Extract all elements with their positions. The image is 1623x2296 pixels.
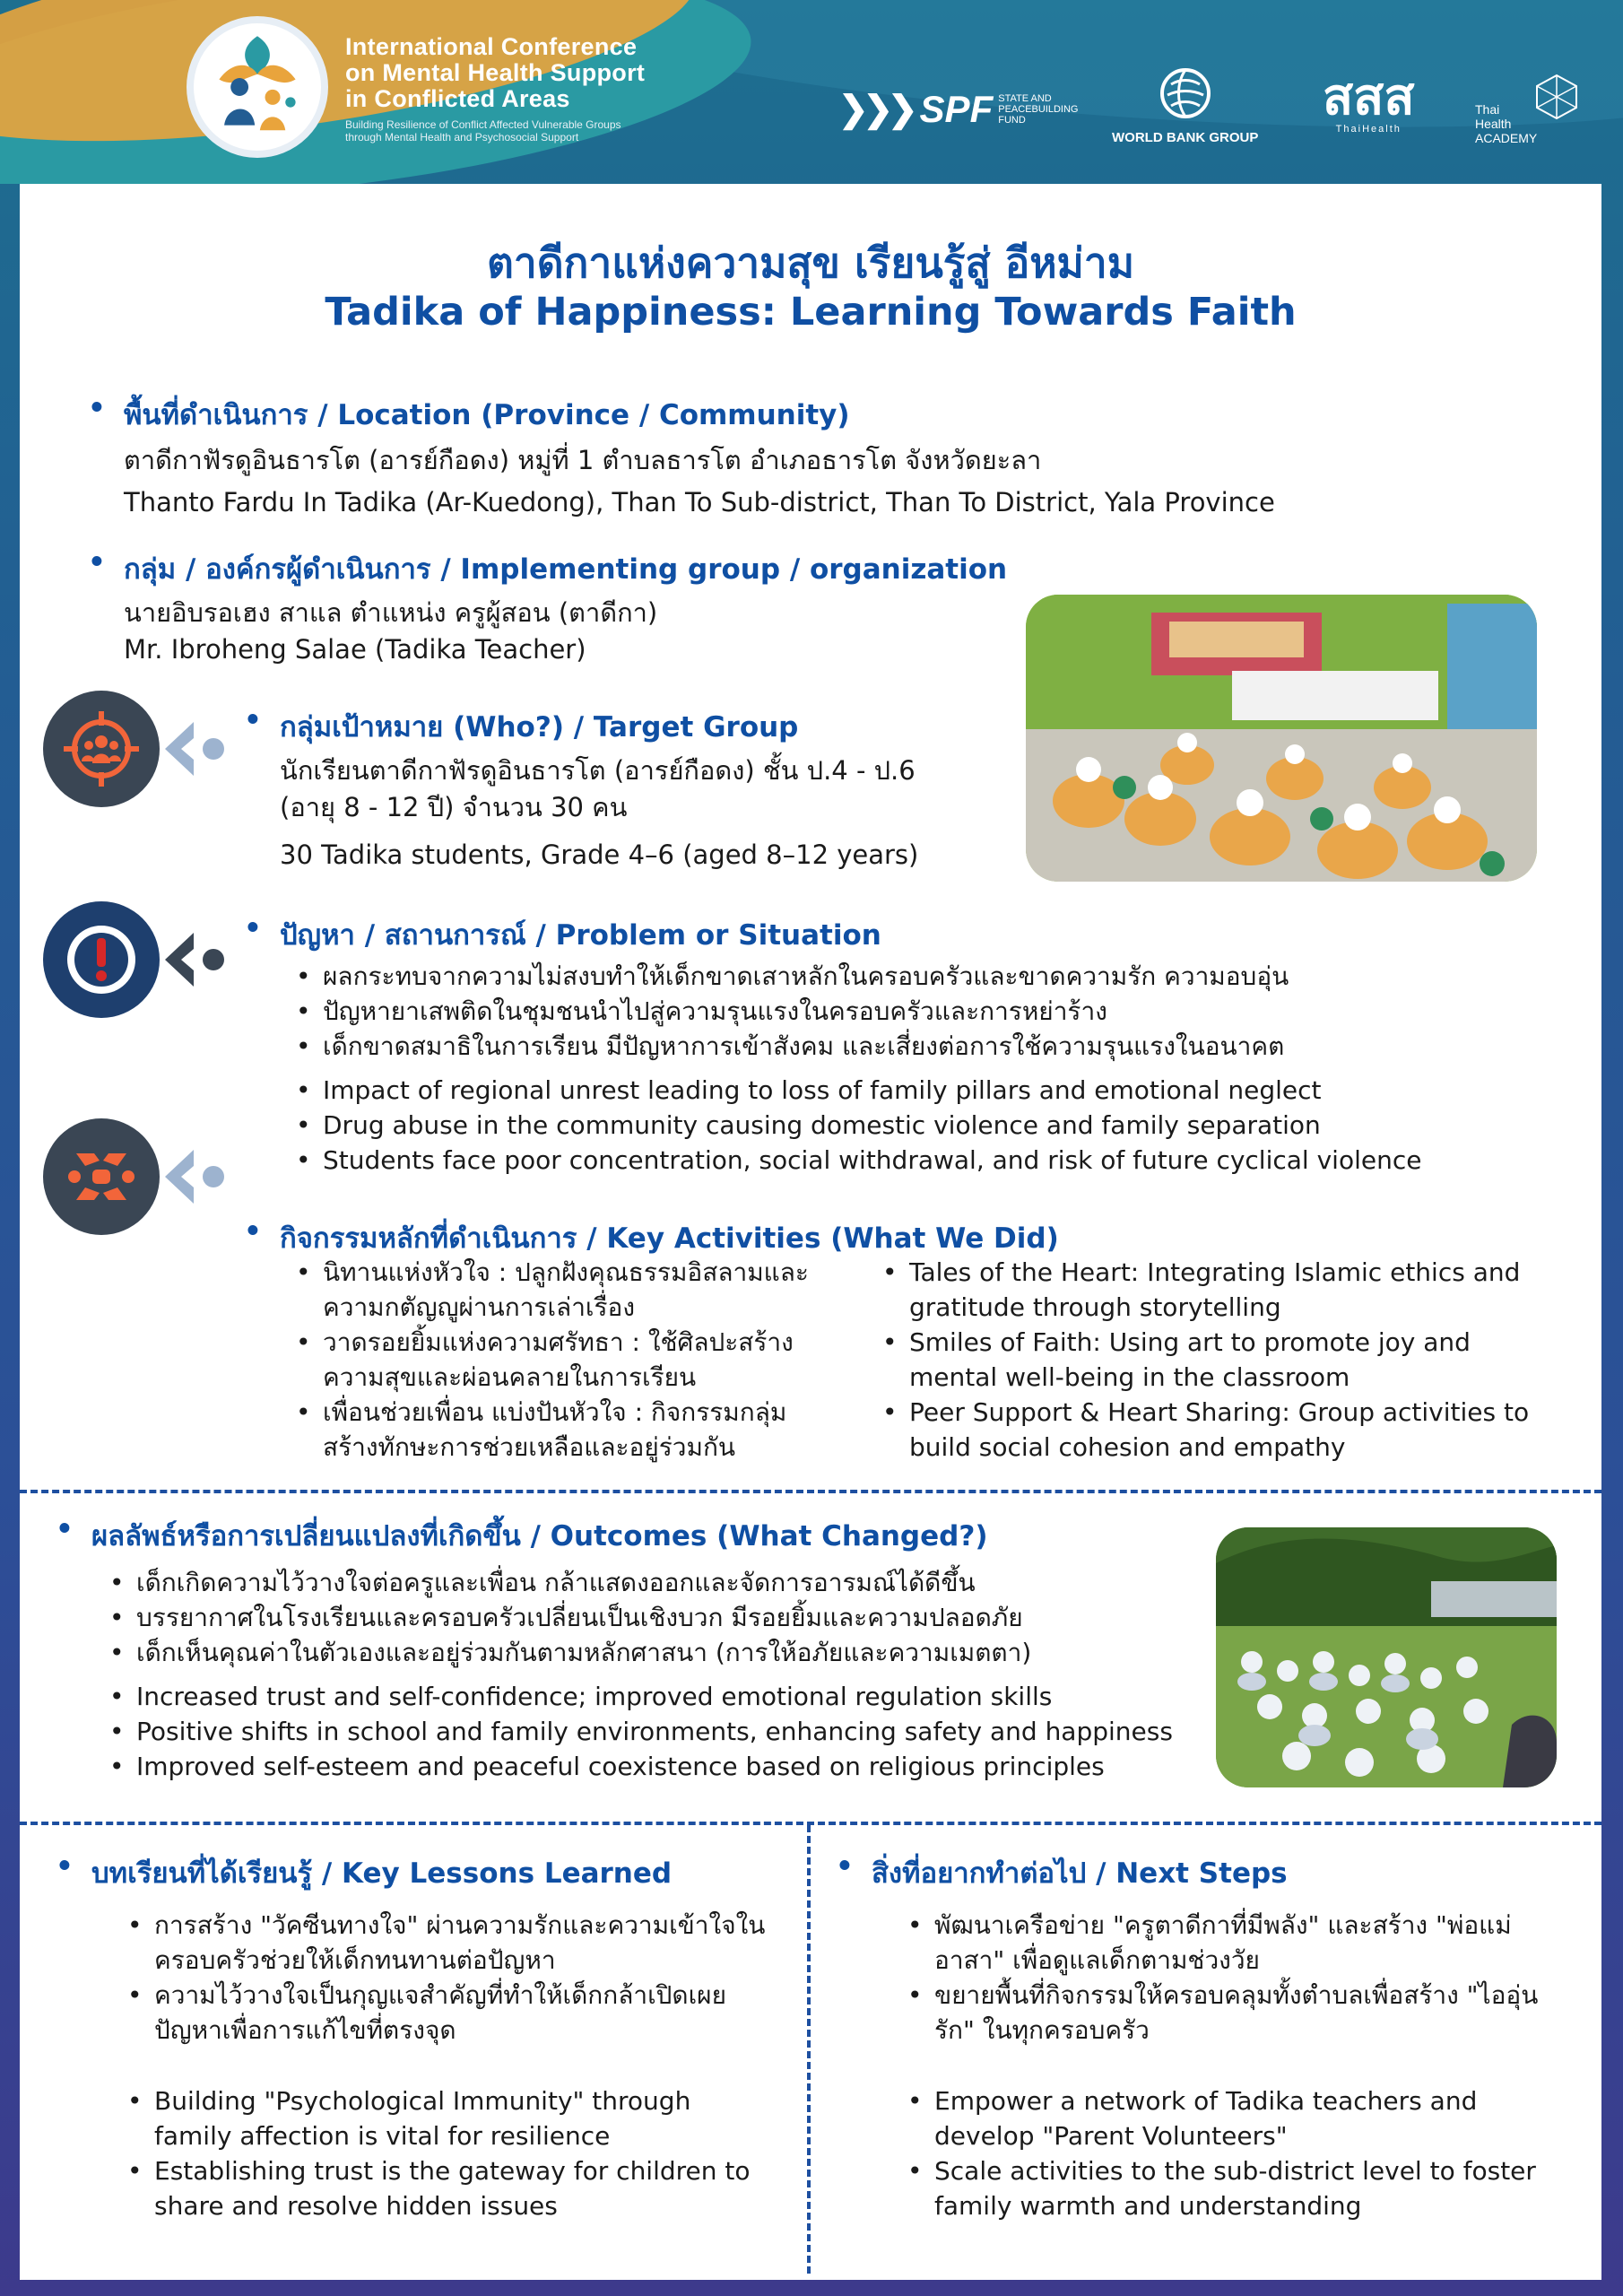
problem-heading: • ปัญหา / สถานการณ์ / Problem or Situation bbox=[280, 912, 1553, 957]
list-item bbox=[127, 2083, 800, 2153]
spf-chevron-icon: ❯❯❯ bbox=[838, 90, 913, 129]
network-icon bbox=[1532, 72, 1582, 122]
handshake-icon-group bbox=[43, 1118, 231, 1235]
list-item: • เด็กขาดสมาธิในการเรียน มีปัญหาการเข้าสังคม และเสี่ยงต่อการใช้ความรุนแรงในอนาคต bbox=[296, 1029, 1553, 1064]
list-item bbox=[127, 1978, 800, 2048]
list-item bbox=[907, 1908, 1580, 1978]
activities-heading: • กิจกรรมหลักที่ดำเนินการ / Key Activities (What We Did) bbox=[280, 1215, 1553, 1260]
list-item-line: develop "Parent Volunteers" bbox=[934, 2121, 1288, 2151]
conference-subtitle bbox=[345, 117, 645, 144]
outcomes-section bbox=[91, 1513, 1212, 1784]
list-item-line: • Tales of the Heart: Integrating Islamic ethics and bbox=[909, 1257, 1521, 1287]
problem-thai-list bbox=[296, 959, 1553, 1064]
list-item-line: family affection is vital for resilience bbox=[154, 2121, 611, 2151]
next-steps-heading: • สิ่งที่อยากทำต่อไป / Next Steps bbox=[872, 1850, 1571, 1895]
list-item-line: • Building "Psychological Immunity" through bbox=[154, 2086, 691, 2116]
next-steps-thai-list bbox=[907, 1908, 1580, 2048]
conference-logo bbox=[187, 16, 328, 158]
spf-line: STATE AND bbox=[998, 93, 1052, 104]
outcomes-english-list bbox=[109, 1679, 1212, 1784]
list-item-line: • Empower a network of Tadika teachers and bbox=[934, 2086, 1478, 2116]
conference-subtitle-line: Building Resilience of Conflict Affected Vulnerable Groups bbox=[345, 118, 621, 131]
location-heading: • พื้นที่ดำเนินการ / Location (Province / Community) bbox=[124, 392, 1576, 437]
list-item bbox=[296, 1325, 834, 1395]
academy-line: Thai bbox=[1475, 102, 1500, 117]
academy-line: Health bbox=[1475, 117, 1512, 131]
location-english: Thanto Fardu In Tadika (Ar-Kuedong), Than To Sub-district, Than To District, Yala Province bbox=[124, 487, 1275, 517]
conference-title-line: on Mental Health Support bbox=[345, 59, 646, 86]
title-english: Tadika of Happiness: Learning Towards Faith bbox=[325, 290, 1297, 335]
implementer-heading: • กลุ่ม / องค์กรผู้ดำเนินการ / Implementing group / organization bbox=[124, 546, 1020, 591]
chevron-left-icon bbox=[160, 924, 231, 996]
list-item-line: ครอบครัวช่วยให้เด็กทนทานต่อปัญหา bbox=[154, 1945, 556, 1975]
list-item-line: • Peer Support & Heart Sharing: Group activities to bbox=[909, 1397, 1530, 1427]
lessons-english-list bbox=[127, 2083, 800, 2223]
spf-full-name bbox=[998, 93, 1078, 126]
globe-icon bbox=[1159, 66, 1212, 120]
target-icon-group bbox=[43, 691, 231, 807]
lessons-heading: • บทเรียนที่ได้เรียนรู้ / Key Lessons Learned bbox=[91, 1850, 782, 1895]
list-item: • Impact of regional unrest leading to loss of family pillars and emotional neglect bbox=[296, 1073, 1553, 1108]
list-item bbox=[127, 2153, 800, 2223]
conference-header bbox=[0, 0, 1623, 184]
world-bank-logo bbox=[1112, 66, 1258, 145]
list-item: • Increased trust and self-confidence; improved emotional regulation skills bbox=[109, 1679, 1212, 1714]
location-thai: ตาดีกาฟัรดูอินธารโต (อารย์กือดง) หมู่ที่ 1 ตำบลธารโต อำเภอธารโต จังหวัดยะลา bbox=[124, 445, 1042, 475]
academy-name bbox=[1475, 102, 1537, 145]
thaihealth-logo bbox=[1323, 70, 1415, 135]
conference-title-line: International Conference bbox=[345, 33, 638, 60]
conference-subtitle-line: through Mental Health and Psychosocial Support bbox=[345, 131, 579, 144]
section-divider bbox=[20, 1490, 1601, 1493]
activities-english-list bbox=[882, 1255, 1564, 1465]
list-item-line: ความกตัญญูผ่านการเล่าเรื่อง bbox=[323, 1292, 636, 1322]
activities-thai-list bbox=[296, 1255, 834, 1465]
next-steps-section bbox=[872, 1850, 1571, 1895]
list-item: • Students face poor concentration, social withdrawal, and risk of future cyclical violence bbox=[296, 1143, 1553, 1178]
list-item-line: • ความไว้วางใจเป็นกุญแจสำคัญที่ทำให้เด็กกล้าเปิดเผย bbox=[154, 1980, 726, 2010]
thaihealth-name: ThaiHealth bbox=[1335, 124, 1402, 135]
list-item: • เด็กเกิดความไว้วางใจต่อครูและเพื่อน กล้าแสดงออกและจัดการอารมณ์ได้ดีขึ้น bbox=[109, 1565, 1212, 1600]
list-item-line: • การสร้าง "วัคซีนทางใจ" ผ่านความรักและความเข้าใจใน bbox=[154, 1910, 766, 1940]
list-item-line: สร้างทักษะการช่วยเหลือและอยู่ร่วมกัน bbox=[323, 1432, 736, 1462]
outcomes-heading: • ผลลัพธ์หรือการเปลี่ยนแปลงที่เกิดขึ้น / Outcomes (What Changed?) bbox=[91, 1513, 1212, 1558]
section-divider bbox=[20, 1822, 1601, 1825]
target-english: 30 Tadika students, Grade 4–6 (aged 8–12 years) bbox=[280, 839, 919, 870]
list-item-line: • พัฒนาเครือข่าย "ครูตาดีกาที่มีพลัง" และสร้าง "พ่อแม่ bbox=[934, 1910, 1512, 1940]
list-item-line: mental well-being in the classroom bbox=[909, 1362, 1350, 1392]
list-item bbox=[882, 1325, 1564, 1395]
lessons-thai-list bbox=[127, 1908, 800, 2048]
list-item-line: • วาดรอยยิ้มแห่งความศรัทธา : ใช้ศิลปะสร้าง bbox=[323, 1327, 794, 1357]
activities-section bbox=[280, 1215, 1553, 1260]
chevron-left-icon bbox=[160, 713, 231, 785]
list-item: • Drug abuse in the community causing domestic violence and family separation bbox=[296, 1108, 1553, 1143]
list-item: • บรรยากาศในโรงเรียนและครอบครัวเปลี่ยนเป็นเชิงบวก มีรอยยิ้มและความปลอดภัย bbox=[109, 1600, 1212, 1635]
thaihealth-mark: สสส bbox=[1323, 68, 1415, 125]
list-item-line: share and resolve hidden issues bbox=[154, 2191, 558, 2221]
alert-icon bbox=[43, 901, 160, 1018]
lessons-section bbox=[91, 1850, 782, 1895]
list-item-line: • Smiles of Faith: Using art to promote joy and bbox=[909, 1327, 1471, 1357]
list-item bbox=[907, 1978, 1580, 2048]
list-item-line: family warmth and understanding bbox=[934, 2191, 1362, 2221]
chevron-left-icon bbox=[160, 1141, 231, 1213]
location-section bbox=[124, 392, 1576, 521]
next-steps-english-list bbox=[907, 2083, 1580, 2223]
target-thai-line: นักเรียนตาดีกาฟัรดูอินธารโต (อารย์กือดง) ชั้น ป.4 - ป.6 bbox=[280, 755, 916, 786]
list-item-line: gratitude through storytelling bbox=[909, 1292, 1281, 1322]
thai-health-academy-logo bbox=[1475, 72, 1582, 145]
list-item bbox=[907, 2153, 1580, 2223]
spf-line: FUND bbox=[998, 115, 1026, 126]
conference-title bbox=[345, 34, 645, 144]
implementer-thai: นายอิบรอเฮง สาแล ตำแหน่ง ครูผู้สอน (ตาดีกา) bbox=[124, 597, 658, 628]
handshake-icon bbox=[43, 1118, 160, 1235]
list-item: • ผลกระทบจากความไม่สงบทำให้เด็กขาดเสาหลักในครอบครัวและขาดความรัก ความอบอุ่น bbox=[296, 959, 1553, 994]
list-item-line: • Establishing trust is the gateway for children to bbox=[154, 2156, 751, 2186]
list-item-line: อาสา" เพื่อดูแลเด็กตามช่วงวัย bbox=[934, 1945, 1260, 1975]
outdoor-activity-photo bbox=[1216, 1527, 1557, 1787]
list-item-line: • เพื่อนช่วยเพื่อน แบ่งปันหัวใจ : กิจกรรมกลุ่ม bbox=[323, 1397, 787, 1427]
world-bank-name: WORLD BANK GROUP bbox=[1112, 130, 1259, 145]
content-panel bbox=[20, 184, 1601, 2280]
problem-section bbox=[280, 912, 1553, 1178]
target-group-icon bbox=[43, 691, 160, 807]
list-item-line: • ขยายพื้นที่กิจกรรมให้ครอบคลุมทั้งตำบลเพื่อสร้าง "ไออุ่น bbox=[934, 1980, 1539, 2010]
list-item: • ปัญหายาเสพติดในชุมชนนำไปสู่ความรุนแรงในครอบครัวและการหย่าร้าง bbox=[296, 994, 1553, 1029]
academy-line: ACADEMY bbox=[1475, 131, 1538, 145]
list-item-line: ความสุขและผ่อนคลายในการเรียน bbox=[323, 1362, 697, 1392]
alert-icon-group bbox=[43, 901, 231, 1018]
list-item-line: รัก" ในทุกครอบครัว bbox=[934, 2015, 1150, 2045]
list-item-line: build social cohesion and empathy bbox=[909, 1432, 1346, 1462]
list-item bbox=[882, 1395, 1564, 1465]
list-item: • Improved self-esteem and peaceful coexistence based on religious principles bbox=[109, 1749, 1212, 1784]
list-item-line: ปัญหาเพื่อการแก้ไขที่ตรงจุด bbox=[154, 2015, 456, 2045]
list-item bbox=[907, 2083, 1580, 2153]
target-heading: • กลุ่มเป้าหมาย (Who?) / Target Group bbox=[280, 704, 1015, 749]
implementer-english: Mr. Ibroheng Salae (Tadika Teacher) bbox=[124, 634, 586, 665]
title-thai: ตาดีกาแห่งความสุข เรียนรู้สู่ อีหม่าม bbox=[486, 239, 1135, 287]
list-item bbox=[296, 1255, 834, 1325]
list-item bbox=[296, 1395, 834, 1465]
list-item-line: • นิทานแห่งหัวใจ : ปลูกฝังคุณธรรมอิสลามและ bbox=[323, 1257, 809, 1287]
list-item bbox=[127, 1908, 800, 1978]
target-section bbox=[280, 704, 1015, 874]
list-item-line: • Scale activities to the sub-district level to foster bbox=[934, 2156, 1536, 2186]
problem-english-list bbox=[296, 1073, 1553, 1178]
classroom-photo bbox=[1026, 595, 1537, 882]
target-thai-line: (อายุ 8 - 12 ปี) จำนวน 30 คน bbox=[280, 792, 628, 822]
spf-name: SPF bbox=[919, 88, 994, 130]
spf-logo bbox=[838, 88, 1078, 131]
outcomes-thai-list bbox=[109, 1565, 1212, 1670]
list-item bbox=[882, 1255, 1564, 1325]
spf-line: PEACEBUILDING bbox=[998, 104, 1079, 115]
column-divider bbox=[807, 1825, 811, 2274]
list-item: • เด็กเห็นคุณค่าในตัวเองและอยู่ร่วมกันตามหลักศาสนา (การให้อภัยและความเมตตา) bbox=[109, 1635, 1212, 1670]
list-item: • Positive shifts in school and family environments, enhancing safety and happiness bbox=[109, 1714, 1212, 1749]
implementer-section bbox=[124, 546, 1020, 668]
conference-title-line: in Conflicted Areas bbox=[345, 85, 570, 112]
